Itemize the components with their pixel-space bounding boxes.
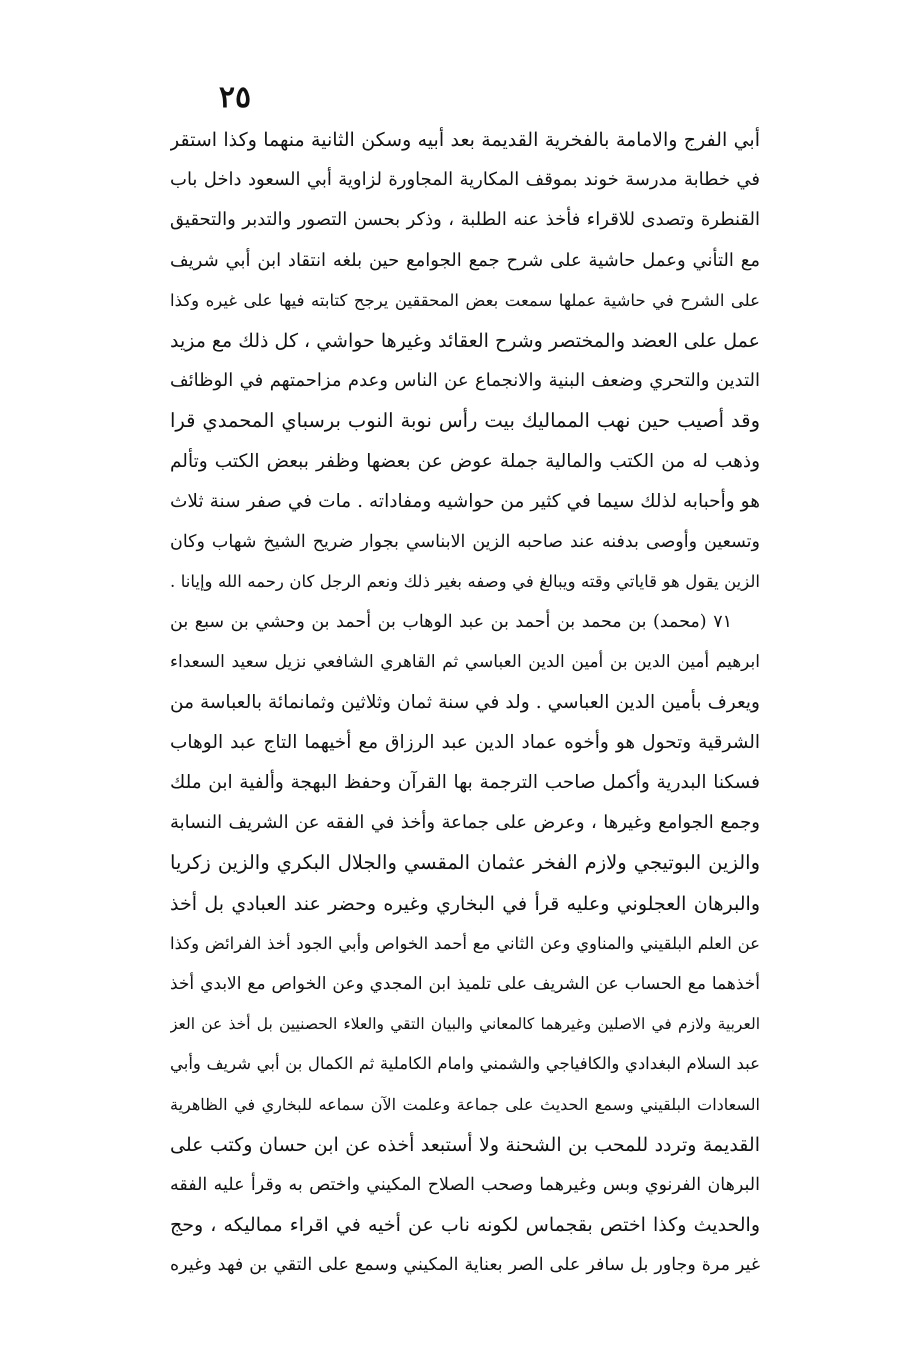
page-number: ٢٥ xyxy=(218,80,252,115)
text-line: أبي الفرج والامامة بالفخرية القديمة بعد أبيه وسكن الثانية منهما وكذا استقر xyxy=(170,129,760,151)
text-line: غير مرة وجاور بل سافر على الصر بعناية المكيني وسمع على التقي بن فهد وغيره xyxy=(170,1255,760,1276)
text-line: البرهان الفرنوي وبس وغيرهما وصحب الصلاح المكيني واختص به وقرأ عليه الفقه xyxy=(170,1174,760,1195)
text-line: القنطرة وتصدى للاقراء فأخذ عنه الطلبة ، وذكر بحسن التصور والتدبر والتحقيق xyxy=(170,209,760,231)
text-line: الزين يقول هو قاياتي وقته ويبالغ في وصفه بغير ذلك ونعم الرجل كان رحمه الله وإيانا . xyxy=(170,572,760,592)
text-line: فسكنا البدرية وأكمل صاحب الترجمة بها القرآن وحفظ البهجة وألفية ابن ملك xyxy=(170,772,760,793)
text-line: على الشرح في حاشية عملها سمعت بعض المحققين يرجح كتابته فيها على غيره وكذا xyxy=(170,290,760,310)
text-line: والحديث وكذا اختص بقجماس لكونه ناب عن أخيه في اقراء مماليكه ، وحج xyxy=(170,1214,760,1237)
text-line: عبد السلام البغدادي والكافياجي والشمني وامام الكاملية ثم الكمال بن أبي شريف وأبي xyxy=(170,1054,760,1074)
text-line: والبرهان العجلوني وعليه قرأ في البخاري وغيره وحضر عند العبادي بل أخذ xyxy=(170,892,760,915)
text-line: في خطابة مدرسة خوند بموقف المكارية المجاورة لزاوية أبي السعود داخل باب xyxy=(170,169,760,191)
text-line: وتسعين وأوصى بدفنه عند صاحبه الزين الابناسي بجوار ضريح الشيخ شهاب وكان xyxy=(170,531,760,552)
text-line: السعادات البلقيني وسمع الحديث على جماعة وعلمت الآن سماعه للبخاري في الظاهرية xyxy=(170,1094,760,1114)
text-line: عمل على العضد والمختصر وشرح العقائد وغيرها حواشي ، كل ذلك مع مزيد xyxy=(170,329,760,352)
text-line: وقد أصيب حين نهب المماليك بيت رأس نوبة النوب برسباي المحمدي قرا xyxy=(170,409,760,433)
body-text xyxy=(170,120,760,1285)
entry-heading-line: ٧١ (محمد) بن محمد بن أحمد بن عبد الوهاب بن أحمد بن وحشي بن سبع بن xyxy=(170,612,732,633)
text-line: وذهب له من الكتب والمالية جملة عوض عن بعضها وظفر ببعض الكتب وتألم xyxy=(170,450,760,472)
text-line: ابرهيم أمين الدين بن أمين الدين العباسي ثم القاهري الشافعي نزيل سعيد السعداء xyxy=(170,652,760,673)
text-line: أخذهما مع الحساب عن الشريف على تلميذ ابن المجدي وعن الخواص مع الابدي أخذ xyxy=(170,973,760,994)
text-line: عن العلم البلقيني والمناوي وعن الثاني مع أحمد الخواص وأبي الجود أخذ الفرائض وكذا xyxy=(170,933,760,953)
text-line: العربية ولازم في الاصلين وغيرهما كالمعاني والبيان التقي والعلاء الحصنيين بل أخذ عن العز xyxy=(170,1015,760,1034)
text-line: هو وأحبابه لذلك سيما في كثير من حواشيه ومفاداته . مات في صفر سنة ثلاث xyxy=(170,490,760,512)
text-line: مع التأني وعمل حاشية على شرح جمع الجوامع حين بلغه انتقاد ابن أبي شريف xyxy=(170,249,760,271)
text-line: الشرقية وتحول هو وأخوه عماد الدين عبد الرزاق مع أخيهما التاج عبد الوهاب xyxy=(170,731,760,753)
text-line: والزين البوتيجي ولازم الفخر عثمان المقسي والجلال البكري والزين زكريا xyxy=(170,851,760,875)
text-line: وجمع الجوامع وغيرها ، وعرض على جماعة وأخذ في الفقه عن الشريف النسابة xyxy=(170,812,760,834)
text-line: ويعرف بأمين الدين العباسي . ولد في سنة ثمان وثلاثين وثمانمائة بالعباسة من xyxy=(170,691,760,713)
text-line: التدين والتحري وضعف البنية والانجماع عن الناس وعدم مزاحمتهم في الوظائف xyxy=(170,370,760,392)
text-line: القديمة وتردد للمحب بن الشحنة ولا أستبعد أخذه عن ابن حسان وكتب على xyxy=(170,1133,760,1156)
